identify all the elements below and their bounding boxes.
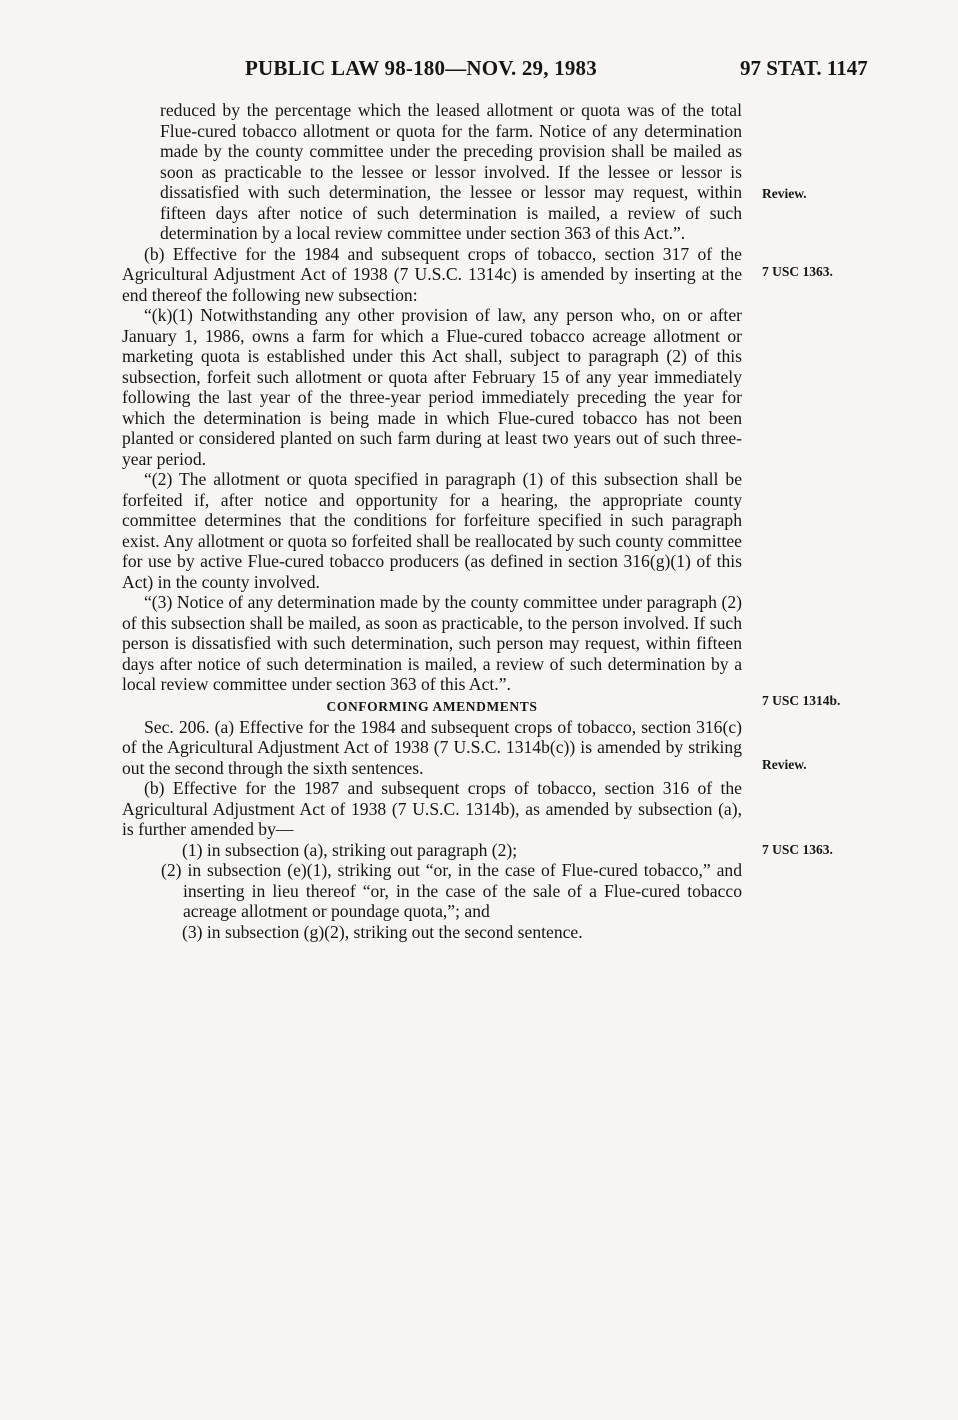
section-heading: CONFORMING AMENDMENTS bbox=[326, 698, 538, 714]
page-header-title: PUBLIC LAW 98-180—NOV. 29, 1983 bbox=[245, 56, 597, 80]
document-body bbox=[122, 100, 742, 942]
margin-note-review-2: Review. bbox=[762, 757, 807, 772]
paragraph-b: (b) Effective for the 1984 and subsequent crops of tobacco, section 317 of the Agricultural Adjustment Act of 1938 (7 U.S.C. 1314c) is amended by inserting at the end thereof the following new subsection: bbox=[122, 243, 742, 305]
margin-note-review-1: Review. bbox=[762, 186, 807, 201]
paragraph-k2: “(2) The allotment or quota specified in paragraph (1) of this subsection shall be forfeited if, after notice and opportunity for a hearing, the appropriate county committee determines that the conditions for forfeiture specified in such paragraph exist. Any allotment or quota so forfeited shall be reallocated by such county committee for use by active Flue-cured tobacco producers (as defined in section 316(g)(1) of this Act) in the county involved. bbox=[122, 469, 742, 592]
paragraph-sec206-b: (b) Effective for the 1987 and subsequent crops of tobacco, section 316 of the Agricultural Adjustment Act of 1938 (7 U.S.C. 1314b), as amended by subsection (a), is further amended by— bbox=[122, 778, 742, 839]
paragraph-sec206-a: Sec. 206. (a) Effective for the 1984 and subsequent crops of tobacco, section 316(c) of the Agricultural Adjustment Act of 1938 (7 U.S.C. 1314b(c)) is amended by striking out the second through the sixth sentences. bbox=[122, 716, 742, 778]
paragraph-k3: “(3) Notice of any determination made by the county committee under paragraph (2) of this subsection shall be mailed, as soon as practicable, to the person involved. If such person is dissatisfied with such determination, such person may request, within fifteen days after notice of such determination is mailed, a review of such determination by a local review committee under section 363 of this Act.”. bbox=[122, 592, 742, 694]
page-header-stat: 97 STAT. 1147 bbox=[740, 56, 868, 80]
list-item-1: (1) in subsection (a), striking out paragraph (2); bbox=[182, 839, 518, 860]
margin-note-usc-1314b: 7 USC 1314b. bbox=[762, 693, 841, 708]
paragraph-k1: “(k)(1) Notwithstanding any other provision of law, any person who, on or after January 1, 1986, owns a farm for which a Flue-cured tobacco acreage allotment or marketing quota is established under this Act shall, subject to paragraph (2) of this subsection, forfeit such allotment or quota after February 15 of any year immediately following the last year of the three-year period immediately preceding the year for which the determination is being made in which Flue-cured tobacco has not been planted or considered planted on such farm during at least two years out of such three-year period. bbox=[122, 305, 742, 469]
margin-note-usc-1363-2: 7 USC 1363. bbox=[762, 842, 833, 857]
list-item-3: (3) in subsection (g)(2), striking out the second sentence. bbox=[182, 921, 583, 942]
paragraph-continuation: reduced by the percentage which the leased allotment or quota was of the total Flue-cured tobacco allotment or quota for the farm. Notice of any determination made by the county committee under the preceding provision shall be mailed as soon as practicable to the lessee or lessor involved. If the lessee or lessor is dissatisfied with such determination, the lessee or lessor may request, within fifteen days after notice of such determination is mailed, a review of such determination by a local review committee under section 363 of this Act.”. bbox=[160, 100, 742, 243]
margin-note-usc-1363-1: 7 USC 1363. bbox=[762, 264, 833, 279]
list-item-2: (2) in subsection (e)(1), striking out “or, in the case of Flue-cured tobacco,” and inserting in lieu thereof “or, in the case of the sale of a Flue-cured tobacco acreage allotment or poundage quota,”; and bbox=[161, 860, 742, 921]
